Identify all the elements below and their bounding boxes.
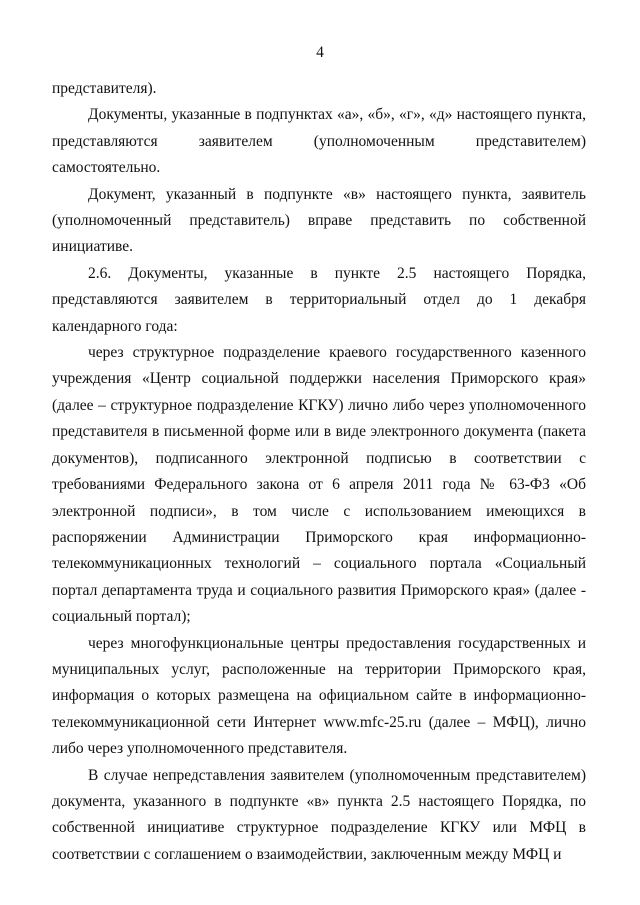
paragraph-2: Документы, указанные в подпунктах «а», «б», «г», «д» настоящего пункта, представляются заявителем (уполномоченным представителем) самостоятельно. [52, 106, 586, 177]
paragraph-4: 2.6. Документы, указанные в пункте 2.5 настоящего Порядка, представляются заявителем в территориальный отдел до 1 декабря календарного года: [52, 264, 586, 335]
page-number: 4 [316, 44, 324, 61]
document-body [52, 76, 586, 868]
paragraph-5: через структурное подразделение краевого государственного казенного учреждения «Центр социальной поддержки населения Приморского края» (далее – структурное подразделение КГКУ) лично либо через уполномоченного представителя в письменной форме или в виде электронного документа (пакета документов), подписанного электронной подписью в соответствии с требованиями Федерального закона от 6 апреля 2011 года № 63-ФЗ «Об электронной подписи», в том числе с использованием имеющихся в распоряжении Администрации Приморского края информационно-телекоммуникационных технологий – социального портала «Социальный портал департамента труда и социального развития Приморского края» (далее - социальный портал); [52, 344, 586, 626]
paragraph-1: представителя). [52, 80, 157, 97]
paragraph-6: через многофункциональные центры предоставления государственных и муниципальных услуг, расположенные на территории Приморского края, информация о которых размещена на официальном сайте в информационно-телекоммуникационной сети Интернет www.mfc-25.ru (далее – МФЦ), лично либо через уполномоченного представителя. [52, 634, 586, 758]
paragraph-7: В случае непредставления заявителем (уполномоченным представителем) документа, указанного в подпункте «в» пункта 2.5 настоящего Порядка, по собственной инициативе структурное подразделение КГКУ или МФЦ в соответствии с соглашением о взаимодействии, заключенным между МФЦ и [52, 766, 586, 863]
paragraph-3: Документ, указанный в подпункте «в» настоящего пункта, заявитель (уполномоченный представитель) вправе представить по собственной инициативе. [52, 185, 586, 256]
